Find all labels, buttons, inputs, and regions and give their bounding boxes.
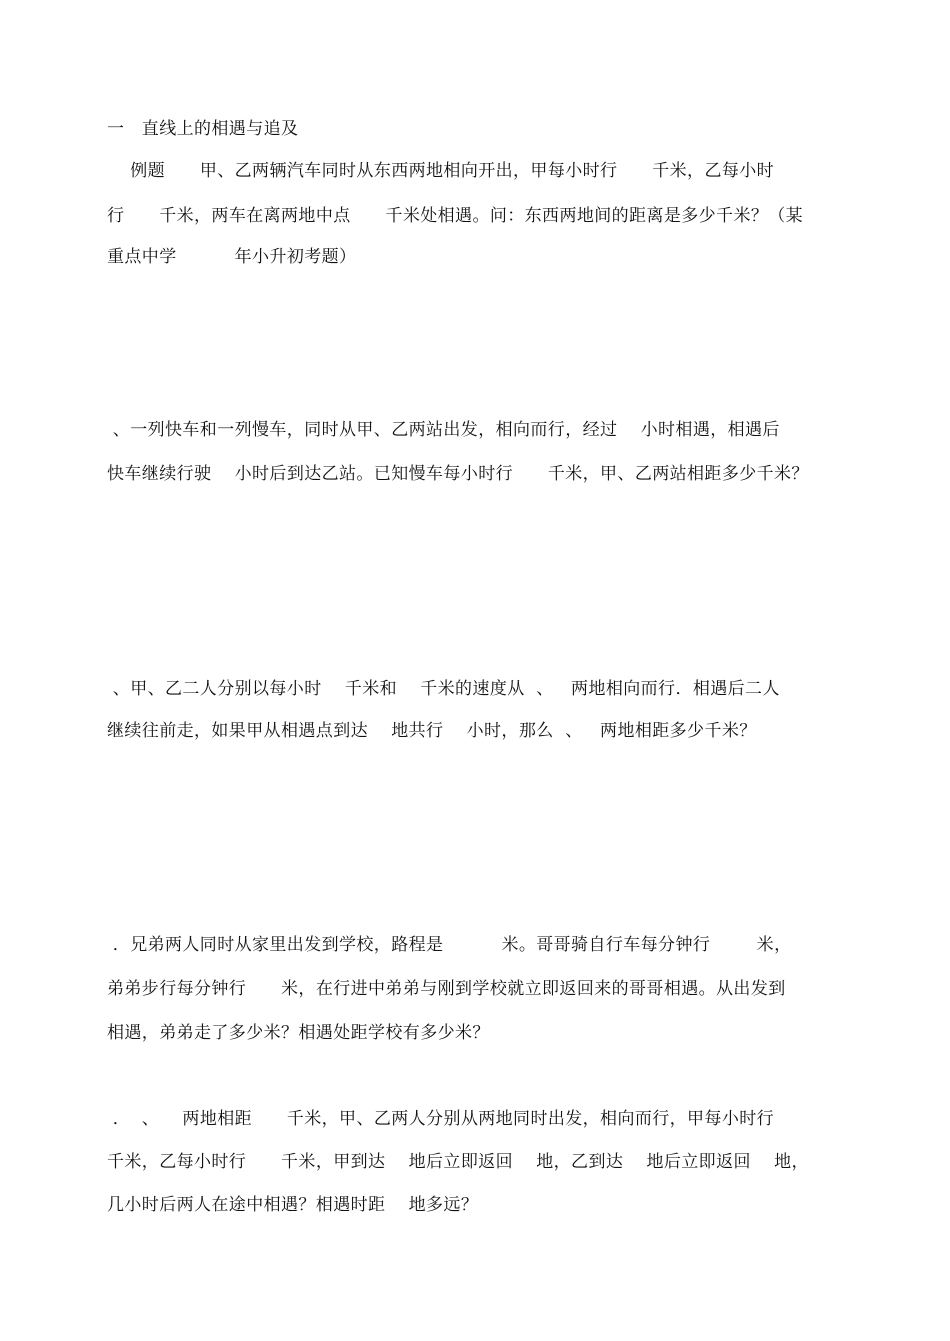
example-line-2: 行 千米，两车在离两地中点 千米处相遇。问：东西两地间的距离是多少千米？（某 xyxy=(107,206,804,226)
problem-2-line-2: 继续往前走，如果甲从相遇点到达 地共行 小时，那么 、 两地相距多少千米？ xyxy=(107,721,757,741)
problem-1-line-2: 快车继续行驶 小时后到达乙站。已知慢车每小时行 千米，甲、乙两站相距多少千米？ xyxy=(107,464,809,484)
problem-4-line-3: 几小时后两人在途中相遇？相遇时距 地多远？ xyxy=(107,1195,479,1215)
section-heading: 一 直线上的相遇与追及 xyxy=(107,119,299,139)
example-line-3: 重点中学 年小升初考题） xyxy=(107,247,357,267)
problem-4-line-1: ． 、 两地相距 千米，甲、乙两人分别从两地同时出发，相向而行，甲每小时行 xyxy=(107,1109,775,1129)
example-line-1: 例题 甲、乙两辆汽车同时从东西两地相向开出，甲每小时行 千米，乙每小时 xyxy=(107,161,775,181)
problem-4-line-2: 千米，乙每小时行 千米，甲到达 地后立即返回 地，乙到达 地后立即返回 地， xyxy=(107,1152,809,1172)
problem-2-line-1: 、甲、乙二人分别以每小时 千米和 千米的速度从 、 两地相向而行．相遇后二人 xyxy=(107,679,780,699)
problem-1-line-1: 、一列快车和一列慢车，同时从甲、乙两站出发，相向而行，经过 小时相遇，相遇后 xyxy=(107,420,780,440)
problem-3-line-2: 弟弟步行每分钟行 米，在行进中弟弟与刚到学校就立即返回来的哥哥相遇。从出发到 xyxy=(107,979,786,999)
problem-3-line-1: ．兄弟两人同时从家里出发到学校，路程是 米。哥哥骑自行车每分钟行 米， xyxy=(107,935,792,955)
problem-3-line-3: 相遇，弟弟走了多少米？相遇处距学校有多少米？ xyxy=(107,1023,490,1043)
